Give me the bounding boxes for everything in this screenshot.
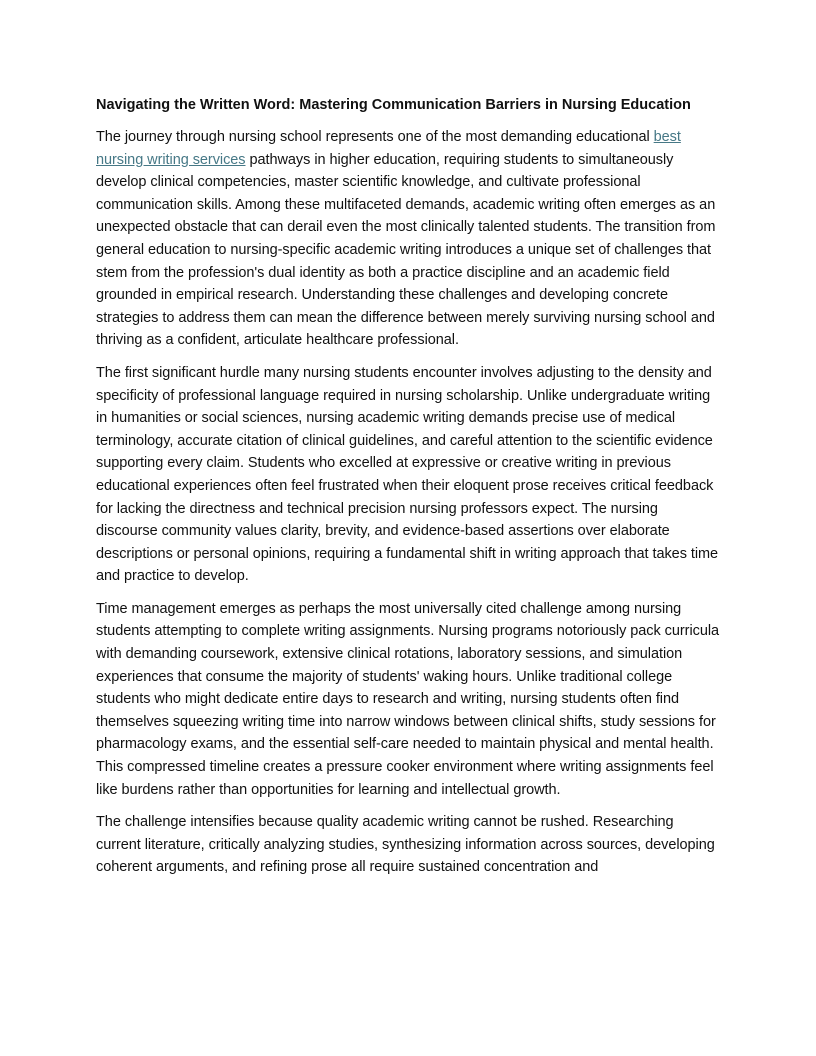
- paragraph-1-text-after-link: pathways in higher education, requiring students to simultaneously develop clinical competencies, master scientific knowledge, and cultivate professional communication skills. Among these multifaceted demands, academic writing often emerges as an unexpected obstacle that can derail even the most clinically talented students. The transition from general education to nursing-specific academic writing introduces a unique set of challenges that stem from the profession's dual identity as both a practice discipline and an academic field grounded in empirical research. Understanding these challenges and developing concrete strategies to address them can mean the difference between merely surviving nursing school and thriving as a confident, articulate healthcare professional.: [96, 151, 716, 349]
- document-page: [96, 94, 722, 889]
- best-nursing-writing-services-link[interactable]: best nursing writing services: [96, 129, 681, 168]
- document-title: Navigating the Written Word: Mastering Communication Barriers in Nursing Education: [96, 97, 691, 113]
- paragraph-4: The challenge intensifies because quality academic writing cannot be rushed. Researching current literature, critically analyzing studies, synthesizing information across sources, developing coherent arguments, and refining prose all require sustained concentration and: [96, 814, 715, 876]
- paragraph-3: Time management emerges as perhaps the most universally cited challenge among nursing students attempting to complete writing assignments. Nursing programs notoriously pack curricula with demanding coursework, extensive clinical rotations, laboratory sessions, and simulation experiences that consume the majority of students' waking hours. Unlike traditional college students who might dedicate entire days to research and writing, nursing students often find themselves squeezing writing time into narrow windows between clinical shifts, study sessions for pharmacology exams, and the essential self-care needed to maintain physical and mental health. This compressed timeline creates a pressure cooker environment where writing assignments feel like burdens rather than opportunities for learning and intellectual growth.: [96, 600, 720, 798]
- paragraph-1-text-before-link: The journey through nursing school represents one of the most demanding educational: [96, 129, 654, 145]
- paragraph-1: [96, 126, 722, 352]
- paragraph-2: The first significant hurdle many nursing students encounter involves adjusting to the density and specificity of professional language required in nursing scholarship. Unlike undergraduate writing in humanities or social sciences, nursing academic writing demands precise use of medical terminology, accurate citation of clinical guidelines, and careful attention to the scientific evidence supporting every claim. Students who excelled at expressive or creative writing in previous educational experiences often feel frustrated when their eloquent prose receives critical feedback for lacking the directness and technical precision nursing professors expect. The nursing discourse community values clarity, brevity, and evidence-based assertions over elaborate descriptions or personal opinions, requiring a fundamental shift in writing approach that takes time and practice to develop.: [96, 364, 719, 585]
